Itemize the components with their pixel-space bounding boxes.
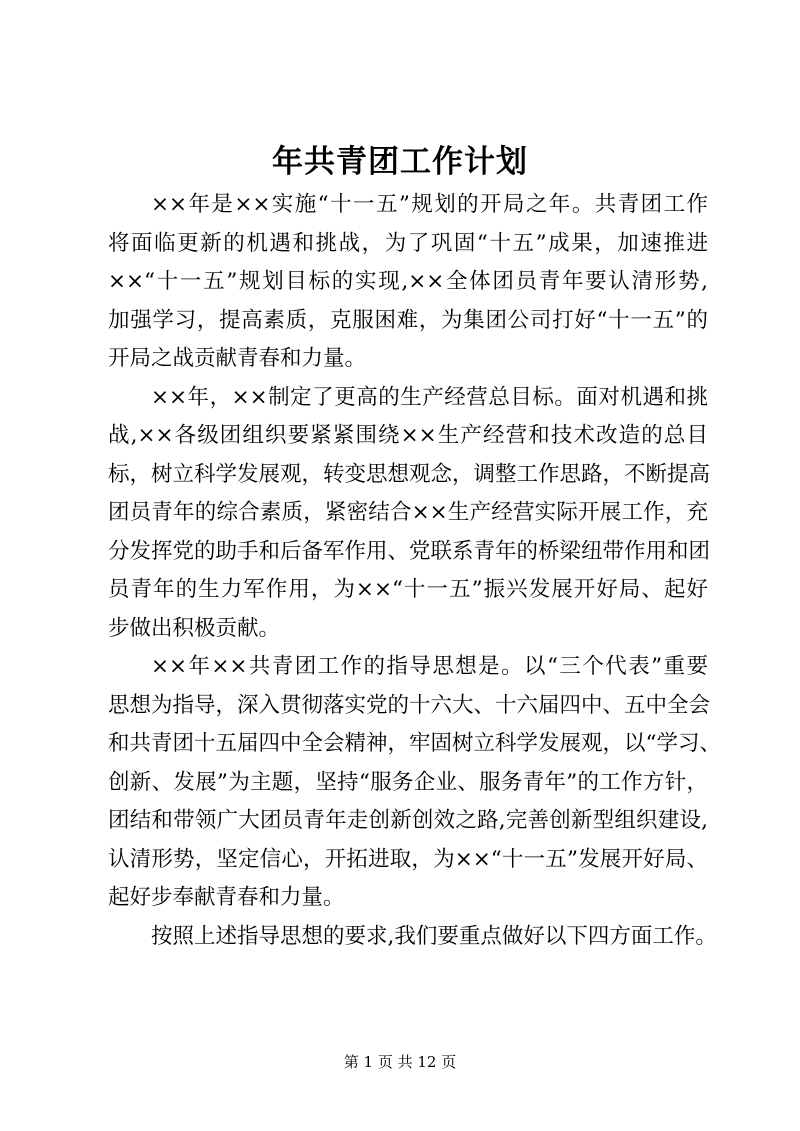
text-line: 按照上述指导思想的要求,我们要重点做好以下四方面工作。 xyxy=(151,923,717,949)
text-line: 起好步奉献青春和力量。 xyxy=(108,885,345,910)
document-body xyxy=(108,186,721,956)
text-line: 开局之战贡献青春和力量。 xyxy=(108,346,367,371)
text-line: 和共青团十五届四中全会精神，牢固树立科学发展观，以“学习、 xyxy=(108,731,721,756)
text-line: ××“十一五”规划目标的实现,××全体团员青年要认清形势, xyxy=(108,269,708,294)
text-line: 分发挥党的助手和后备军作用、党联系青年的桥梁纽带作用和团 xyxy=(108,538,711,564)
document-title: 年共青团工作计划 xyxy=(272,144,528,180)
text-line: 战,××各级团组织要紧紧围绕××生产经营和技术改造的总目 xyxy=(108,423,708,448)
text-line: 加强学习，提高素质，克服困难，为集团公司打好“十一五”的 xyxy=(108,307,708,333)
text-line: 认清形势，坚定信心，开拓进取，为××“十一五”发展开好局、 xyxy=(108,846,708,872)
text-line: ××年××共青团工作的指导思想是。以“三个代表”重要 xyxy=(151,654,708,679)
text-line: 标，树立科学发展观，转变思想观念，调整工作思路，不断提高 xyxy=(108,461,711,487)
text-line: 步做出积极贡献。 xyxy=(108,615,281,641)
text-line: 创新、发展”为主题，坚持“服务企业、服务青年”的工作方针， xyxy=(108,769,708,795)
text-line: 团员青年的综合素质，紧密结合××生产经营实际开展工作，充 xyxy=(108,500,708,525)
text-line: ××年，××制定了更高的生产经营总目标。面对机遇和挑 xyxy=(151,384,708,410)
text-line: 团结和带领广大团员青年走创新创效之路,完善创新型组织建设, xyxy=(108,808,708,833)
text-line: 将面临更新的机遇和挑战，为了巩固“十五”成果，加速推进 xyxy=(108,230,708,256)
text-line: 思想为指导，深入贯彻落实党的十六大、十六届四中、五中全会 xyxy=(108,692,711,718)
page-footer: 第 1 页 共 12 页 xyxy=(343,1053,457,1071)
text-line: 员青年的生力军作用，为××“十一五”振兴发展开好局、起好 xyxy=(108,577,708,602)
text-line: ××年是××实施“十一五”规划的开局之年。共青团工作 xyxy=(151,192,708,217)
